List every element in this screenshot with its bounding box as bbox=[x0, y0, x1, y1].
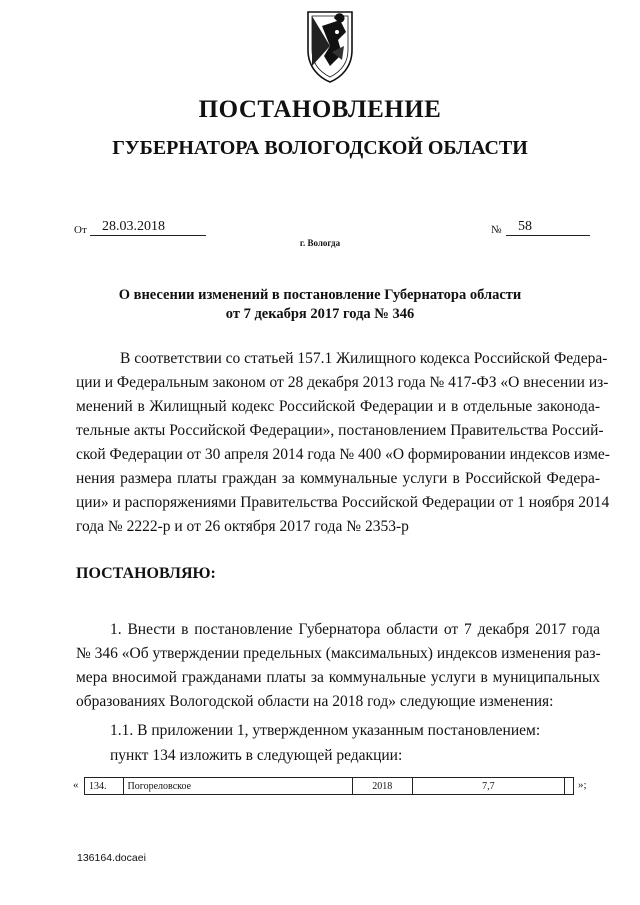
paragraph-line: года № 2222-р и от 26 октября 2017 года № 2353-р bbox=[76, 518, 409, 535]
quote-close: »; bbox=[578, 779, 587, 791]
paragraph-line: ской Федерации от 30 апреля 2014 года № 400 «О формировании индексов изме- bbox=[76, 446, 610, 463]
paragraph-line: 1. Внести в постановление Губернатора области от 7 декабря 2017 года bbox=[110, 621, 600, 638]
paragraph-line: менений в Жилищный кодекс Российской Федерации и в отдельные законода- bbox=[76, 398, 600, 415]
paragraph-line: ции и Федеральным законом от 28 декабря 2013 года № 417-ФЗ «О внесении из- bbox=[76, 374, 609, 391]
paragraph-line: образованиях Вологодской области на 2018 год» следующие изменения: bbox=[76, 693, 554, 710]
decree-word: ПОСТАНОВЛЯЮ: bbox=[76, 565, 216, 582]
document-title: ПОСТАНОВЛЕНИЕ bbox=[198, 96, 442, 123]
document-date: 28.03.2018 bbox=[90, 219, 206, 236]
subject-line: О внесении изменений в постановление Губернатора области bbox=[118, 287, 522, 303]
table-cell-empty bbox=[565, 778, 574, 795]
item1-paragraph bbox=[76, 618, 600, 714]
item1-1-text: 1.1. В приложении 1, утвержденном указанным постановлением: bbox=[110, 722, 541, 739]
paragraph-line: В соответствии со статьей 157.1 Жилищного кодекса Российской Федера- bbox=[120, 350, 608, 367]
document-subtitle: ГУБЕРНАТОРА ВОЛОГОДСКОЙ ОБЛАСТИ bbox=[112, 137, 528, 159]
paragraph-line: мера вносимой гражданами платы за коммунальные услуги в муниципальных bbox=[76, 669, 600, 686]
preamble-paragraph bbox=[76, 347, 610, 539]
document-number: 58 bbox=[506, 219, 590, 236]
subject-line: от 7 декабря 2017 года № 346 bbox=[225, 306, 415, 322]
paragraph-line: № 346 «Об утверждении предельных (максимальных) индексов изменения раз- bbox=[76, 645, 601, 662]
amendment-table bbox=[84, 777, 574, 795]
table-cell-number: 134. bbox=[85, 778, 124, 795]
document-subject bbox=[0, 286, 640, 324]
table-cell-name: Погореловское bbox=[123, 778, 352, 795]
item1-1-sub-text: пункт 134 изложить в следующей редакции: bbox=[110, 747, 403, 764]
table-cell-index: 7,7 bbox=[412, 778, 564, 795]
number-prefix: № bbox=[491, 224, 502, 236]
paragraph-line: тельные акты Российской Федерации», постановлением Правительства Россий- bbox=[76, 422, 604, 439]
date-prefix: От bbox=[74, 224, 87, 236]
paragraph-line: нения размера платы граждан за коммунальные услуги в Российской Федера- bbox=[76, 470, 600, 487]
coat-of-arms-icon bbox=[300, 6, 360, 86]
city-label: г. Вологда bbox=[299, 238, 341, 248]
table-row bbox=[85, 778, 574, 795]
file-reference: 136164.docaei bbox=[77, 852, 146, 864]
table-cell-year: 2018 bbox=[352, 778, 412, 795]
paragraph-line: ции» и распоряжениями Правительства Российской Федерации от 1 ноября 2014 bbox=[76, 494, 610, 511]
quote-open: « bbox=[73, 779, 79, 791]
